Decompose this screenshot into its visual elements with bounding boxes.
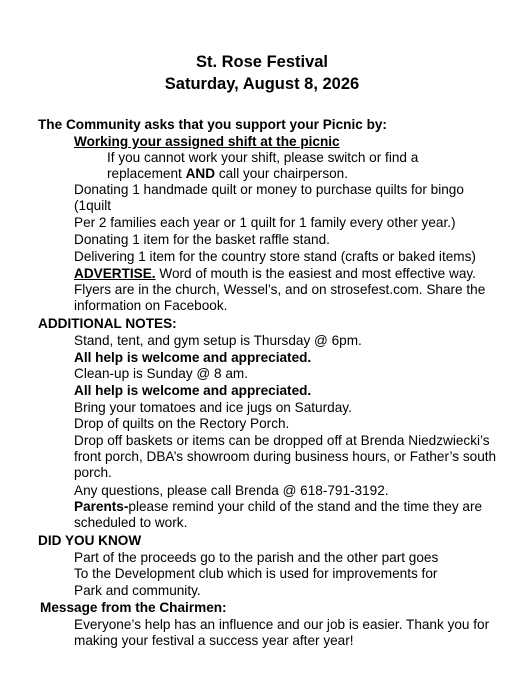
questions-line: Any questions, please call Brenda @ 618-791-3192. bbox=[74, 483, 389, 498]
advertise-label: ADVERTISE. bbox=[74, 266, 156, 281]
help-line-2: All help is welcome and appreciated. bbox=[74, 383, 312, 398]
shift-line-1: If you cannot work your shift, please switch or find a bbox=[107, 150, 419, 165]
parents-line-2: scheduled to work. bbox=[74, 515, 188, 530]
quilt-line-3: Per 2 families each year or 1 quilt for 1 family every other year.) bbox=[74, 215, 456, 230]
help-line-1: All help is welcome and appreciated. bbox=[74, 350, 312, 365]
flyers-line-1: Flyers are in the church, Wessel’s, and on strosefest.com. Share the bbox=[74, 282, 486, 297]
shift-line-2-post: call your chairperson. bbox=[215, 166, 349, 181]
advertise-line bbox=[74, 266, 476, 282]
quilts-drop-line: Drop of quilts on the Rectory Porch. bbox=[74, 416, 290, 431]
baskets-line-2: front porch, DBA’s showroom during business hours, or Father’s south bbox=[74, 449, 497, 464]
page-title: St. Rose Festival bbox=[195, 53, 329, 71]
flyers-line-2: information on Facebook. bbox=[74, 298, 228, 313]
notes-heading: ADDITIONAL NOTES: bbox=[38, 316, 177, 331]
tomatoes-line: Bring your tomatoes and ice jugs on Saturday. bbox=[74, 400, 352, 415]
country-store-line: Delivering 1 item for the country store stand (crafts or baked items) bbox=[74, 249, 476, 264]
baskets-line-1: Drop off baskets or items can be dropped off at Brenda Niedzwiecki’s bbox=[74, 433, 490, 448]
quilt-line-1: Donating 1 handmade quilt or money to purchase quilts for bingo bbox=[74, 182, 464, 197]
parents-line-1 bbox=[74, 499, 482, 515]
shift-line-2-bold: AND bbox=[185, 166, 216, 181]
quilt-line-2: (1quilt bbox=[74, 198, 112, 213]
know-line-3: Park and community. bbox=[74, 583, 201, 598]
basket-raffle-line: Donating 1 item for the basket raffle stand. bbox=[74, 232, 330, 247]
chair-line-1: Everyone’s help has an influence and our job is easier. Thank you for bbox=[74, 617, 490, 632]
advertise-text: Word of mouth is the easiest and most effective way. bbox=[155, 266, 476, 281]
setup-line: Stand, tent, and gym setup is Thursday @ 6pm. bbox=[74, 333, 362, 348]
shift-heading: Working your assigned shift at the picnic bbox=[74, 134, 340, 149]
parents-label: Parents- bbox=[74, 499, 129, 514]
know-line-2: To the Development club which is used for improvements for bbox=[74, 566, 438, 581]
baskets-line-3: porch. bbox=[74, 465, 112, 480]
cleanup-line: Clean-up is Sunday @ 8 am. bbox=[74, 366, 248, 381]
chair-heading: Message from the Chairmen: bbox=[40, 600, 227, 615]
know-heading: DID YOU KNOW bbox=[38, 533, 142, 548]
know-line-1: Part of the proceeds go to the parish and the other part goes bbox=[74, 550, 439, 565]
intro-heading: The Community asks that you support your Picnic by: bbox=[38, 117, 387, 132]
shift-line-2 bbox=[107, 166, 348, 182]
chair-line-2: making your festival a success year after year! bbox=[74, 633, 354, 648]
shift-line-2-pre: replacement bbox=[107, 166, 186, 181]
parents-text: please remind your child of the stand and the time they are bbox=[128, 499, 483, 514]
event-date: Saturday, August 8, 2026 bbox=[164, 75, 360, 93]
